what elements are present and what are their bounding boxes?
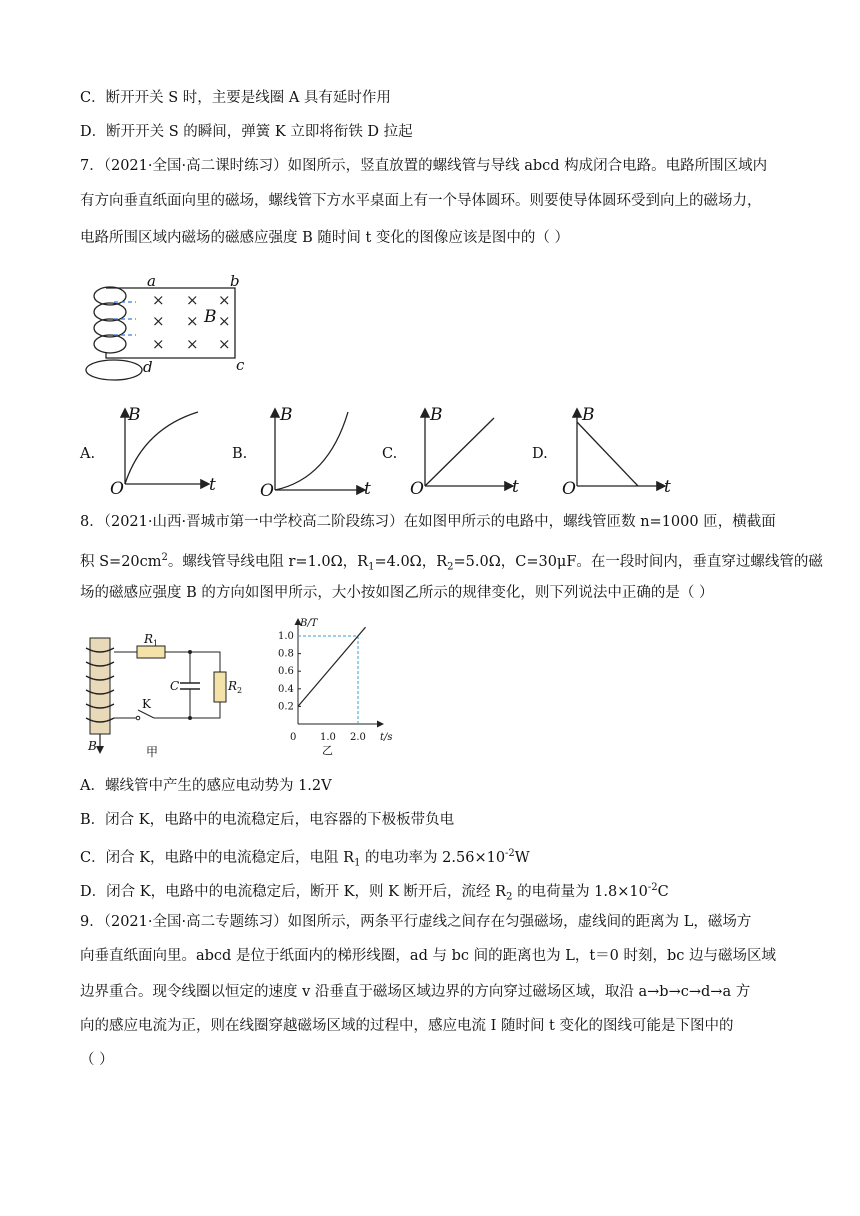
svg-text:×: × bbox=[218, 335, 231, 353]
q8-xtick-label: 2.0 bbox=[350, 732, 366, 743]
field-crosses bbox=[152, 291, 231, 353]
svg-text:×: × bbox=[186, 312, 199, 330]
q8-option-b: B．闭合 K，电路中的电流稳定后，电容器的下极板带负电 bbox=[80, 812, 455, 828]
label-d: d bbox=[143, 358, 153, 376]
q7-graph-c[interactable] bbox=[408, 404, 524, 496]
q7-option-a-label[interactable]: A. bbox=[80, 446, 96, 462]
svg-text:B: B bbox=[128, 405, 141, 425]
svg-text:R: R bbox=[228, 679, 238, 693]
q7-graph-a[interactable] bbox=[108, 404, 220, 496]
svg-text:B/T: B/T bbox=[300, 618, 318, 629]
q8-ytick-label: 1.0 bbox=[278, 631, 294, 642]
svg-text:t: t bbox=[512, 477, 519, 496]
svg-text:C: C bbox=[170, 679, 180, 693]
q8-option-c: C．闭合 K，电路中的电流稳定后，电阻 $R_1$ 的电功率为 $2.56\times 10^{-2}W$ bbox=[80, 848, 530, 869]
svg-text:R: R bbox=[144, 632, 154, 646]
q7-line3: 电路所围区域内磁场的磁感应强度 B 随时间 t 变化的图像应该是图中的（ ） bbox=[80, 230, 570, 246]
q8-option-d: D．闭合 K，电路中的电流稳定后，断开 K，则 K 断开后，流经 $R_2$ 的电荷量为 $1.8\times 10^{-2}C$ bbox=[80, 882, 669, 903]
svg-text:×: × bbox=[218, 291, 231, 309]
svg-text:×: × bbox=[152, 335, 165, 353]
q9-line4: 向的感应电流为正，则在线圈穿越磁场区域的过程中，感应电流 I 随时间 t 变化的图线可能是下图中的 bbox=[80, 1018, 734, 1034]
svg-text:O: O bbox=[260, 481, 274, 496]
q8-xtick-label: 1.0 bbox=[320, 732, 336, 743]
q8-option-a: A．螺线管中产生的感应电动势为 1.2V bbox=[80, 778, 332, 794]
q7-graph-d[interactable] bbox=[560, 404, 676, 496]
q7-line1: 7．（2021·全国·高二课时练习）如图所示，竖直放置的螺线管与导线 abcd 构成闭合电路。电路所围区域内 bbox=[80, 158, 768, 174]
svg-text:甲: 甲 bbox=[146, 745, 159, 759]
q7-option-c-label[interactable]: C. bbox=[382, 446, 398, 462]
svg-text:t/s: t/s bbox=[380, 732, 393, 743]
label-b: b bbox=[230, 272, 240, 290]
option-c-prev: C．断开开关 S 时，主要是线圈 A 具有延时作用 bbox=[80, 90, 391, 106]
svg-text:B: B bbox=[582, 405, 595, 425]
svg-text:O: O bbox=[562, 479, 576, 496]
q8-series-line bbox=[298, 627, 366, 706]
q9-line3: 边界重合。现令线圈以恒定的速度 v 沿垂直于磁场区域边界的方向穿过磁场区域，取沿 a→b→c→d→a 方 bbox=[80, 984, 751, 1000]
q8-circuit-figure bbox=[82, 628, 252, 760]
svg-text:×: × bbox=[152, 291, 165, 309]
q8-ytick-label: 0.6 bbox=[278, 666, 294, 678]
label-c: c bbox=[236, 356, 245, 374]
q8-ytick-label: 0.8 bbox=[278, 648, 294, 660]
q8-line1: 8．（2021·山西·晋城市第一中学校高二阶段练习）在如图甲所示的电路中，螺线管匝数 n=1000 匝，横截面 bbox=[80, 514, 776, 530]
svg-text:×: × bbox=[186, 335, 199, 353]
q8-ytick-label: 0.4 bbox=[278, 683, 294, 695]
svg-text:B: B bbox=[430, 405, 443, 425]
q9-line1: 9．（2021·全国·高二专题练习）如图所示，两条平行虚线之间存在匀强磁场，虚线间的距离为 L，磁场方 bbox=[80, 914, 752, 930]
svg-text:2: 2 bbox=[237, 686, 243, 695]
svg-text:乙: 乙 bbox=[322, 744, 333, 757]
q7-option-d-label[interactable]: D. bbox=[532, 446, 548, 462]
label-B: B bbox=[204, 307, 217, 327]
svg-text:B: B bbox=[280, 405, 293, 425]
svg-text:×: × bbox=[186, 291, 199, 309]
svg-text:t: t bbox=[364, 479, 371, 496]
svg-text:O: O bbox=[410, 479, 424, 496]
q9-line2: 向垂直纸面向里。abcd 是位于纸面内的梯形线圈，ad 与 bc 间的距离也为 L，t＝0 时刻，bc 边与磁场区域 bbox=[80, 948, 777, 964]
q8-graph-figure bbox=[276, 614, 406, 760]
q8-line3: 场的磁感应强度 B 的方向如图甲所示，大小按如图乙所示的规律变化，则下列说法中正确的是（ ） bbox=[80, 585, 714, 601]
svg-text:0: 0 bbox=[290, 732, 297, 743]
option-d-prev: D．断开开关 S 的瞬间，弹簧 K 立即将衔铁 D 拉起 bbox=[80, 124, 413, 140]
svg-text:×: × bbox=[218, 312, 231, 330]
q8-line2: 积 $S=20cm^2$。螺线管导线电阻 r=1.0Ω，$R_1=4.0\Omega$，$R_2=5.0\Omega$，C=30μF。在一段时间内，垂直穿过螺线管的磁 bbox=[80, 552, 823, 573]
q7-option-b-label[interactable]: B. bbox=[232, 446, 248, 462]
q7-line2: 有方向垂直纸面向里的磁场，螺线管下方水平桌面上有一个导体圆环。则要使导体圆环受到向上的磁场力， bbox=[80, 193, 762, 209]
q8-ytick-label: 0.2 bbox=[278, 701, 294, 713]
svg-text:t: t bbox=[209, 475, 216, 495]
svg-text:t: t bbox=[664, 477, 671, 496]
q7-solenoid-figure bbox=[80, 272, 260, 384]
q9-line5: （ ） bbox=[80, 1052, 114, 1068]
svg-text:O: O bbox=[110, 479, 124, 496]
svg-text:×: × bbox=[152, 312, 165, 330]
label-a: a bbox=[147, 272, 156, 290]
q7-graph-b[interactable] bbox=[258, 404, 376, 496]
svg-text:B: B bbox=[88, 739, 97, 753]
svg-text:K: K bbox=[142, 697, 151, 711]
svg-text:1: 1 bbox=[153, 639, 159, 648]
